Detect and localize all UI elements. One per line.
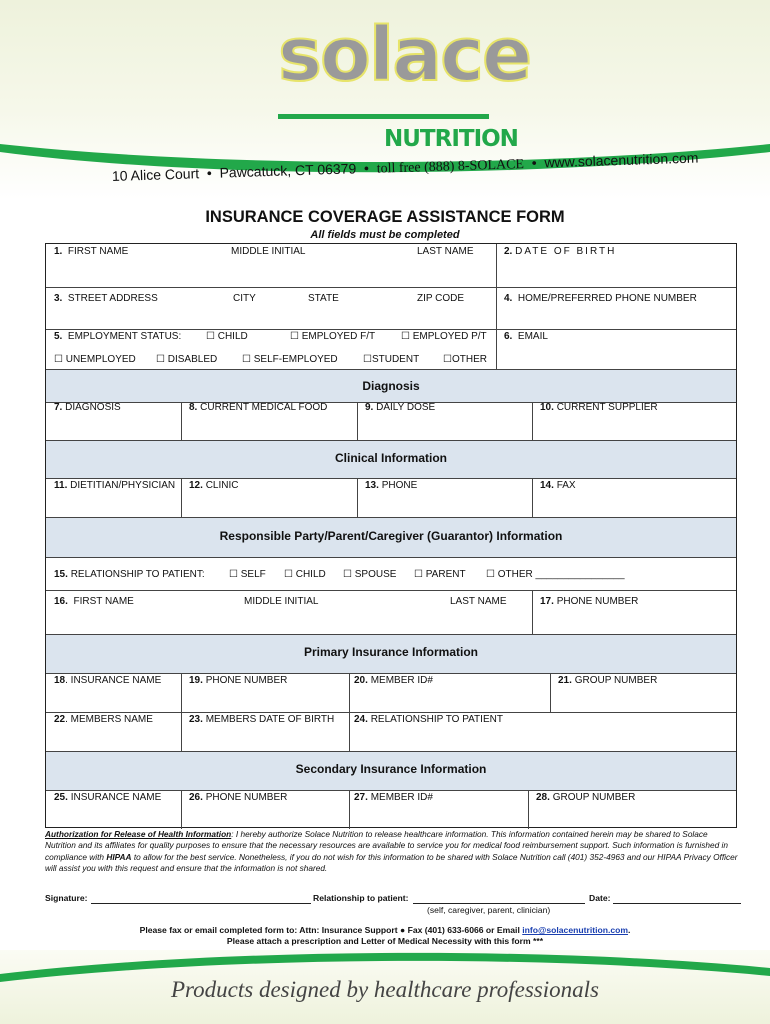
employment-pt-checkbox[interactable]: ☐ EMPLOYED P/T bbox=[401, 331, 487, 342]
members-dob-field[interactable]: 23. MEMBERS DATE OF BIRTH bbox=[189, 714, 335, 725]
email-field[interactable]: 6. EMAIL bbox=[504, 331, 548, 342]
signature-field[interactable] bbox=[91, 903, 311, 904]
employment-ft-checkbox[interactable]: ☐ EMPLOYED F/T bbox=[290, 331, 376, 342]
secondary-group-number-field[interactable]: 28. GROUP NUMBER bbox=[536, 792, 636, 803]
fax-line-2: Please attach a prescription and Letter of Medical Necessity with this form *** bbox=[226, 936, 544, 946]
diagnosis-field[interactable]: 7. DIAGNOSIS bbox=[54, 402, 121, 413]
rel-spouse-checkbox[interactable]: ☐ SPOUSE bbox=[343, 569, 397, 580]
primary-phone-field[interactable]: 19. PHONE NUMBER bbox=[189, 675, 288, 686]
authorization-text-2: to allow for the best service. Nonetheless, if you do not wish for this information to be shared with Solace Nutrition call (401) 352-4963 and our HIPAA Privacy Officer will assist you with this request and ensure that the information is not shared. bbox=[45, 851, 738, 873]
diagnosis-header: Diagnosis bbox=[362, 379, 420, 393]
brand-logo-bar bbox=[278, 114, 489, 119]
member-relationship-field[interactable]: 24. RELATIONSHIP TO PATIENT bbox=[354, 714, 503, 725]
relationship-to-patient-field[interactable] bbox=[413, 903, 585, 904]
clinic-phone-field[interactable]: 13. PHONE bbox=[365, 480, 418, 491]
middle-initial-field[interactable]: MIDDLE INITIAL bbox=[231, 246, 306, 257]
address-line: 10 Alice Court • Pawcatuck, CT 06379 • toll free (888) 8-SOLACE • www.solacenutrition.com bbox=[111, 149, 699, 184]
primary-member-id-field[interactable]: 20. MEMBER ID# bbox=[354, 675, 433, 686]
fax-line-1-end: . bbox=[628, 925, 631, 935]
fax-line-1: Please fax or email completed form to: Attn: Insurance Support ● Fax (401) 633-6066 or Email bbox=[139, 925, 523, 935]
secondary-header: Secondary Insurance Information bbox=[295, 762, 487, 776]
authorization-heading: Authorization for Release of Health Information bbox=[45, 829, 232, 839]
guarantor-middle-initial-field[interactable]: MIDDLE INITIAL bbox=[244, 596, 319, 607]
current-supplier-field[interactable]: 10. CURRENT SUPPLIER bbox=[540, 402, 658, 413]
relationship-label: 15. RELATIONSHIP TO PATIENT: bbox=[54, 569, 205, 580]
form-grid bbox=[45, 243, 737, 828]
relationship-hint: (self, caregiver, parent, clinician) bbox=[427, 905, 551, 915]
primary-insurance-name-field[interactable]: 18. INSURANCE NAME bbox=[54, 675, 162, 686]
members-name-field[interactable]: 22. MEMBERS NAME bbox=[54, 714, 153, 725]
guarantor-phone-field[interactable]: 17. PHONE NUMBER bbox=[540, 596, 639, 607]
primary-group-number-field[interactable]: 21. GROUP NUMBER bbox=[558, 675, 658, 686]
secondary-insurance-name-field[interactable]: 25. INSURANCE NAME bbox=[54, 792, 162, 803]
rel-parent-checkbox[interactable]: ☐ PARENT bbox=[414, 569, 466, 580]
street-address-field[interactable]: 3. STREET ADDRESS bbox=[54, 293, 158, 304]
employment-student-checkbox[interactable]: ☐STUDENT bbox=[363, 354, 420, 365]
employment-unemployed-checkbox[interactable]: ☐ UNEMPLOYED bbox=[54, 354, 136, 365]
date-label: Date: bbox=[589, 893, 611, 903]
guarantor-first-name-field[interactable]: 16. FIRST NAME bbox=[54, 596, 134, 607]
clinic-fax-field[interactable]: 14. FAX bbox=[540, 480, 576, 491]
state-field[interactable]: STATE bbox=[308, 293, 339, 304]
signature-label: Signature: bbox=[45, 893, 88, 903]
rel-child-checkbox[interactable]: ☐ CHILD bbox=[284, 569, 326, 580]
clinical-header: Clinical Information bbox=[334, 451, 447, 465]
date-of-birth-field[interactable]: 2. DATE OF BIRTH bbox=[504, 246, 617, 257]
city-field[interactable]: CITY bbox=[233, 293, 256, 304]
support-email-link[interactable]: info@solacenutrition.com bbox=[522, 925, 629, 935]
dietitian-physician-field[interactable]: 11. DIETITIAN/PHYSICIAN bbox=[54, 480, 176, 491]
hipaa-label: HIPAA bbox=[106, 851, 132, 862]
employment-child-checkbox[interactable]: ☐ CHILD bbox=[206, 331, 248, 342]
address-phone: toll free (888) 8-SOLACE bbox=[376, 157, 525, 177]
brand-logo-word: solace bbox=[278, 12, 531, 98]
rel-self-checkbox[interactable]: ☐ SELF bbox=[229, 569, 266, 580]
footer-tagline: Products designed by healthcare professionals bbox=[171, 977, 599, 1002]
date-field[interactable] bbox=[613, 903, 741, 904]
clinic-field[interactable]: 12. CLINIC bbox=[189, 480, 239, 491]
first-name-field[interactable]: 1. FIRST NAME bbox=[54, 246, 129, 257]
form-title: INSURANCE COVERAGE ASSISTANCE FORM bbox=[205, 208, 565, 226]
form-subtitle: All fields must be completed bbox=[310, 229, 460, 241]
secondary-phone-field[interactable]: 26. PHONE NUMBER bbox=[189, 792, 288, 803]
current-medical-food-field[interactable]: 8. CURRENT MEDICAL FOOD bbox=[189, 402, 328, 413]
authorization-text-1: : I hereby authorize Solace Nutrition to release healthcare information. This information contained herein may be shared to Solace Nutrition and its affiliates for quality purposes to ensure that the necessary resources are available to service you for medical food reimbursement support. Such information is furnished in compliance with bbox=[45, 829, 728, 862]
employment-disabled-checkbox[interactable]: ☐ DISABLED bbox=[156, 354, 218, 365]
employment-self-checkbox[interactable]: ☐ SELF-EMPLOYED bbox=[242, 354, 338, 365]
primary-header: Primary Insurance Information bbox=[303, 645, 479, 659]
secondary-member-id-field[interactable]: 27. MEMBER ID# bbox=[354, 792, 433, 803]
address-city: Pawcatuck, CT 06379 bbox=[219, 160, 357, 181]
authorization-paragraph bbox=[45, 829, 740, 874]
home-phone-field[interactable]: 4. HOME/PREFERRED PHONE NUMBER bbox=[504, 293, 697, 304]
employment-status-label: 5. EMPLOYMENT STATUS: bbox=[54, 331, 182, 342]
employment-other-checkbox[interactable]: ☐OTHER bbox=[443, 354, 487, 365]
guarantor-header: Responsible Party/Parent/Caregiver (Guarantor) Information bbox=[219, 529, 563, 543]
daily-dose-field[interactable]: 9. DAILY DOSE bbox=[365, 402, 436, 413]
relationship-to-patient-label: Relationship to patient: bbox=[313, 893, 409, 903]
zip-code-field[interactable]: ZIP CODE bbox=[417, 293, 465, 304]
address-street: 10 Alice Court bbox=[111, 165, 200, 184]
brand-logo-sub: NUTRITION bbox=[384, 126, 518, 152]
address-web: www.solacenutrition.com bbox=[544, 149, 699, 171]
guarantor-last-name-field[interactable]: LAST NAME bbox=[450, 596, 507, 607]
rel-other-checkbox[interactable]: ☐ OTHER ________________ bbox=[486, 569, 625, 580]
last-name-field[interactable]: LAST NAME bbox=[417, 246, 474, 257]
